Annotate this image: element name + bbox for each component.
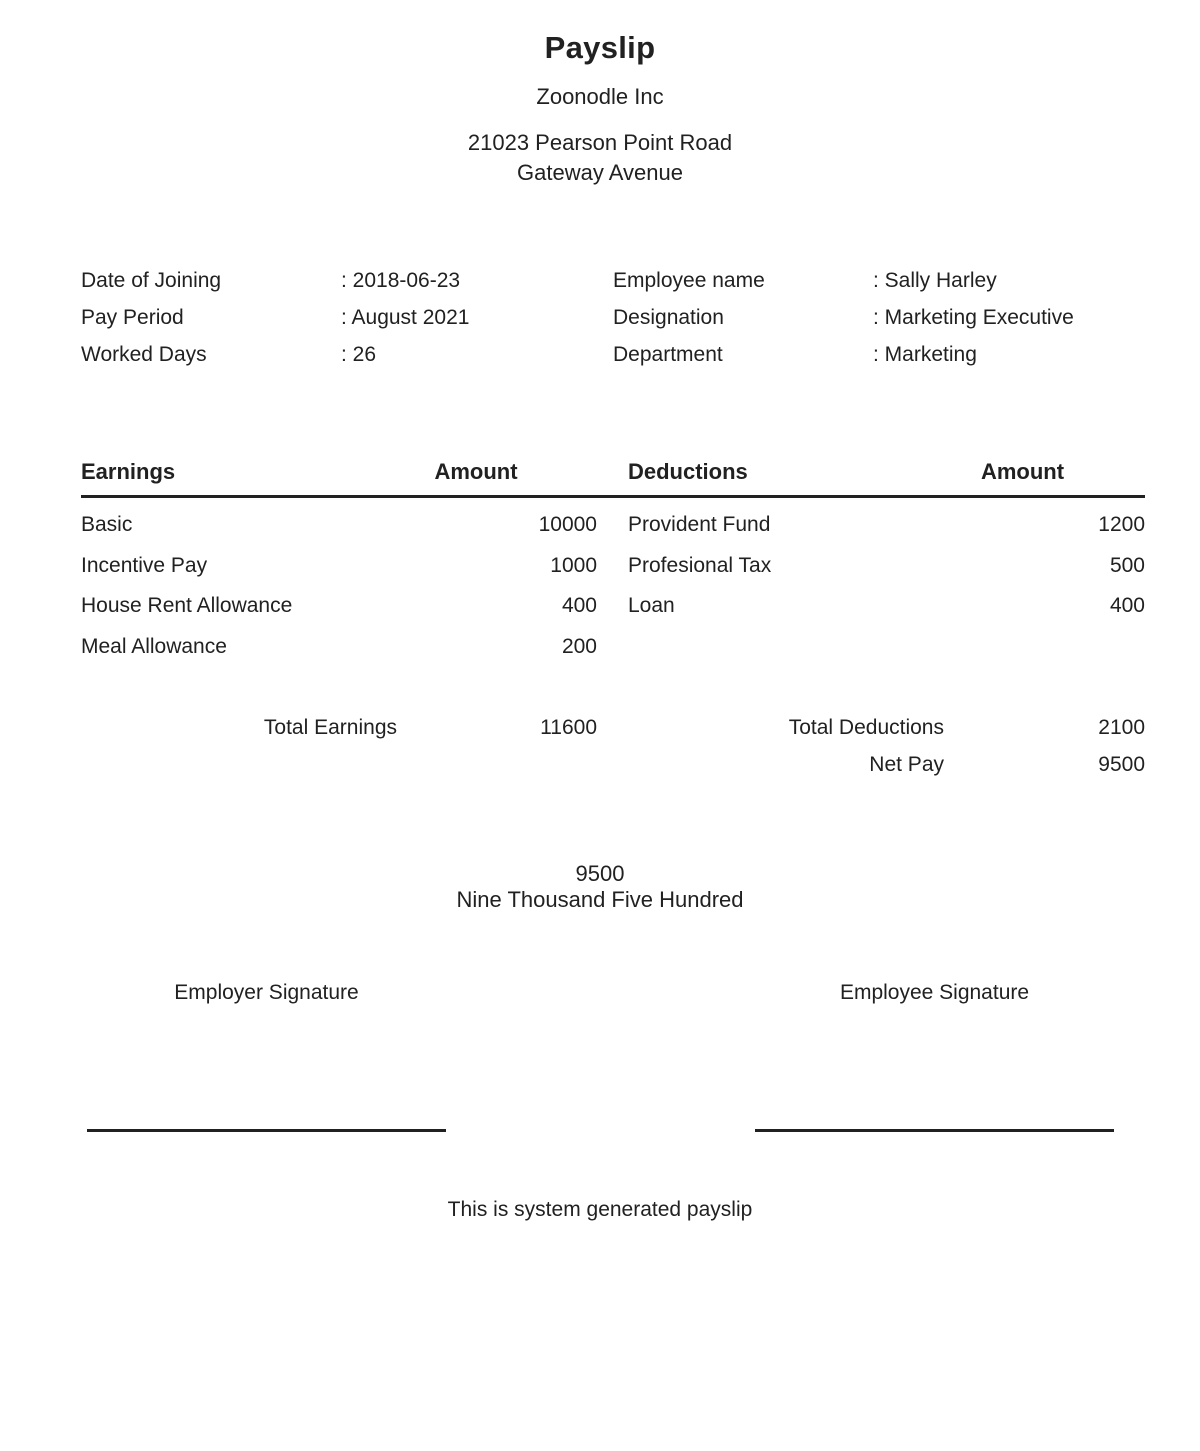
- totals-row: [81, 709, 1145, 746]
- employer-signature-label: Employer Signature: [174, 981, 359, 1004]
- table-row: [81, 505, 1145, 546]
- deduction-label: Profesional Tax: [628, 553, 772, 577]
- earning-label: House Rent Allowance: [81, 594, 293, 617]
- info-value: : 26: [341, 343, 377, 366]
- info-label: Worked Days: [81, 343, 207, 366]
- page-title: Payslip: [544, 30, 656, 65]
- info-row-designation: [613, 299, 1145, 336]
- info-label: Employee name: [613, 269, 765, 292]
- deduction-label: [597, 627, 900, 668]
- signatures: [81, 982, 1145, 1132]
- deduction-label: Loan: [628, 594, 675, 617]
- earning-amount: 10000: [538, 513, 597, 536]
- company-address: [0, 128, 1200, 188]
- net-pay-value: 9500: [1098, 753, 1145, 776]
- net-pay-summary: [0, 863, 1200, 915]
- total-deductions-value: 2100: [1098, 716, 1145, 739]
- employment-details-column: [81, 262, 613, 373]
- info-row-date-of-joining: [81, 262, 613, 299]
- employee-signature-block: [755, 982, 1114, 1132]
- table-row: [81, 546, 1145, 587]
- net-pay-amount-in-words: Nine Thousand Five Hundred: [456, 887, 744, 912]
- pay-table-section: [0, 459, 1200, 783]
- earning-label: Meal Allowance: [81, 634, 227, 658]
- employee-info-section: [0, 262, 1200, 373]
- earnings-amount-header: Amount: [434, 459, 518, 484]
- earnings-header: Earnings: [81, 459, 176, 484]
- info-value: : August 2021: [341, 306, 470, 329]
- info-value: : Sally Harley: [873, 269, 997, 292]
- info-label: Pay Period: [81, 306, 184, 329]
- earning-label: Basic: [81, 513, 133, 536]
- deduction-amount: 400: [1109, 594, 1145, 617]
- payslip-header: [0, 0, 1200, 188]
- system-generated-note: This is system generated payslip: [447, 1198, 753, 1221]
- info-row-department: [613, 336, 1145, 373]
- earning-label: Incentive Pay: [81, 553, 208, 577]
- table-row: [81, 586, 1145, 627]
- total-deductions-label: Total Deductions: [788, 716, 944, 739]
- employer-signature-block: [87, 982, 446, 1132]
- pay-table-header-row: [81, 459, 1145, 498]
- info-value: : Marketing Executive: [873, 306, 1074, 329]
- employee-info: [81, 262, 1145, 373]
- pay-table: [81, 459, 1145, 783]
- net-pay-label: Net Pay: [869, 753, 944, 776]
- total-earnings-label: Total Earnings: [263, 716, 397, 739]
- signatures-section: [0, 982, 1200, 1132]
- deductions-header: Deductions: [628, 459, 748, 484]
- deduction-amount: [900, 627, 1145, 668]
- spacer: [81, 746, 397, 783]
- earning-amount: 200: [561, 634, 597, 658]
- earning-amount: 400: [561, 594, 597, 617]
- earning-amount: 1000: [550, 553, 597, 577]
- deductions-amount-header: Amount: [980, 459, 1065, 484]
- total-earnings-value: 11600: [540, 716, 597, 739]
- employee-signature-line: [755, 1129, 1114, 1132]
- employee-signature-label: Employee Signature: [839, 981, 1030, 1004]
- deduction-label: Provident Fund: [628, 513, 771, 536]
- company-name: Zoonodle Inc: [536, 84, 664, 109]
- table-row: [81, 627, 1145, 668]
- employer-signature-line: [87, 1129, 446, 1132]
- net-pay-amount: 9500: [575, 861, 625, 886]
- net-pay-row: [81, 746, 1145, 783]
- info-value: : 2018-06-23: [341, 269, 461, 292]
- info-label: Department: [613, 343, 723, 366]
- info-label: Date of Joining: [81, 269, 222, 292]
- pay-table-body: [81, 498, 1145, 667]
- deduction-amount: 500: [1109, 553, 1145, 577]
- info-row-pay-period: [81, 299, 613, 336]
- address-line-1: 21023 Pearson Point Road: [467, 130, 733, 155]
- employee-details-column: [613, 262, 1145, 373]
- spacer: [397, 746, 597, 783]
- address-line-2: Gateway Avenue: [517, 160, 683, 185]
- info-label: Designation: [613, 306, 724, 329]
- info-value: : Marketing: [873, 343, 977, 366]
- info-row-employee-name: [613, 262, 1145, 299]
- info-row-worked-days: [81, 336, 613, 373]
- deduction-amount: 1200: [1098, 513, 1145, 536]
- totals-section: [81, 709, 1145, 783]
